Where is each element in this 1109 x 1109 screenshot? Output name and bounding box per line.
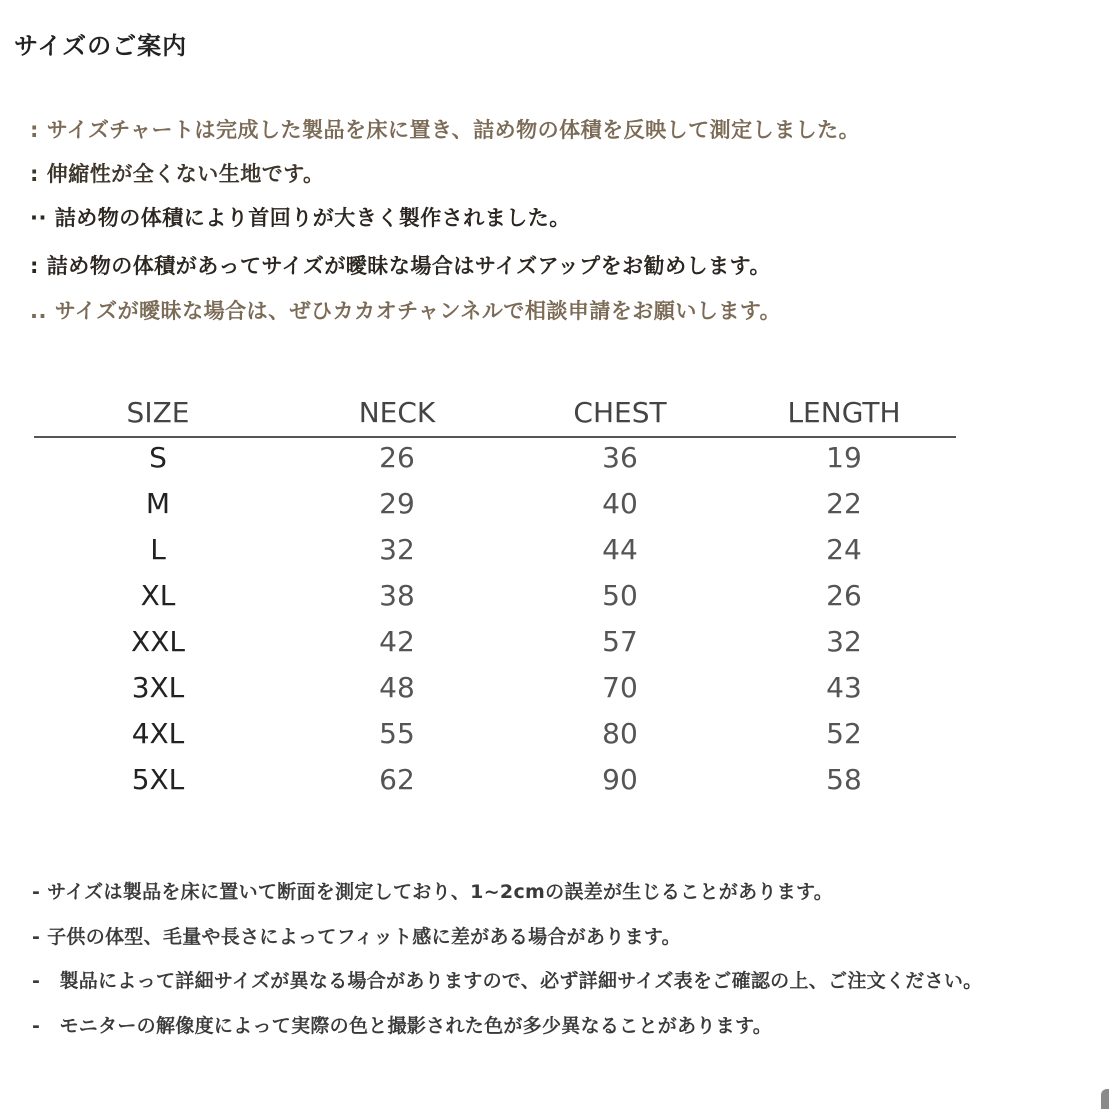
header-neck: NECK bbox=[358, 396, 436, 429]
table-row bbox=[34, 714, 956, 760]
footnote-measurement-error: - サイズは製品を床に置いて断面を測定しており、1~2cmの誤差が生じることがあります。 bbox=[32, 881, 834, 903]
cell-chest: 50 bbox=[602, 579, 638, 612]
cell-length: 19 bbox=[826, 441, 862, 474]
cell-chest: 90 bbox=[602, 763, 638, 796]
cell-size: S bbox=[149, 441, 167, 474]
table-row bbox=[34, 668, 956, 714]
cell-neck: 32 bbox=[379, 533, 415, 566]
size-table bbox=[34, 394, 956, 806]
cell-size: XL bbox=[140, 579, 176, 612]
header-size: SIZE bbox=[126, 396, 190, 429]
cell-length: 43 bbox=[826, 671, 862, 704]
cell-chest: 40 bbox=[602, 487, 638, 520]
cell-length: 22 bbox=[826, 487, 862, 520]
cell-chest: 44 bbox=[602, 533, 638, 566]
note-measurement: : サイズチャートは完成した製品を床に置き、詰め物の体積を反映して測定しました。 bbox=[30, 118, 861, 142]
cell-length: 58 bbox=[826, 763, 862, 796]
table-header-row bbox=[34, 394, 956, 438]
cell-chest: 57 bbox=[602, 625, 638, 658]
cell-neck: 62 bbox=[379, 763, 415, 796]
table-row bbox=[34, 576, 956, 622]
edge-fragment bbox=[1101, 1089, 1109, 1109]
footnote-monitor-color: - モニターの解像度によって実際の色と撮影された色が多少異なることがあります。 bbox=[32, 1015, 773, 1037]
page-title: サイズのご案内 bbox=[14, 32, 188, 60]
cell-length: 26 bbox=[826, 579, 862, 612]
footnote-detail-size: - 製品によって詳細サイズが異なる場合がありますので、必ず詳細サイズ表をご確認の上、ご注文ください。 bbox=[32, 970, 983, 992]
table-row bbox=[34, 760, 956, 806]
cell-chest: 70 bbox=[602, 671, 638, 704]
note-size-up: : 詰め物の体積があってサイズが曖昧な場合はサイズアップをお勧めします。 bbox=[30, 254, 771, 278]
cell-length: 24 bbox=[826, 533, 862, 566]
cell-size: 4XL bbox=[131, 717, 185, 750]
table-row bbox=[34, 622, 956, 668]
cell-chest: 36 bbox=[602, 441, 638, 474]
cell-neck: 55 bbox=[379, 717, 415, 750]
cell-neck: 48 bbox=[379, 671, 415, 704]
header-chest: CHEST bbox=[573, 396, 667, 429]
footnote-fit: - 子供の体型、毛量や長さによってフィット感に差がある場合があります。 bbox=[32, 926, 681, 948]
cell-neck: 42 bbox=[379, 625, 415, 658]
cell-size: 3XL bbox=[131, 671, 185, 704]
note-neck: ·· 詰め物の体積により首回りが大きく製作されました。 bbox=[30, 206, 571, 230]
note-consult: .. サイズが曖昧な場合は、ぜひカカオチャンネルで相談申請をお願いします。 bbox=[30, 299, 782, 323]
note-fabric: : 伸縮性が全くない生地です。 bbox=[30, 162, 325, 186]
cell-neck: 29 bbox=[379, 487, 415, 520]
table-row bbox=[34, 530, 956, 576]
header-length: LENGTH bbox=[787, 396, 901, 429]
cell-neck: 38 bbox=[379, 579, 415, 612]
table-row bbox=[34, 484, 956, 530]
table-row bbox=[34, 438, 956, 484]
cell-neck: 26 bbox=[379, 441, 415, 474]
cell-size: 5XL bbox=[131, 763, 185, 796]
cell-size: L bbox=[150, 533, 166, 566]
cell-size: M bbox=[145, 487, 171, 520]
cell-chest: 80 bbox=[602, 717, 638, 750]
cell-length: 32 bbox=[826, 625, 862, 658]
cell-size: XXL bbox=[131, 625, 185, 658]
cell-length: 52 bbox=[826, 717, 862, 750]
